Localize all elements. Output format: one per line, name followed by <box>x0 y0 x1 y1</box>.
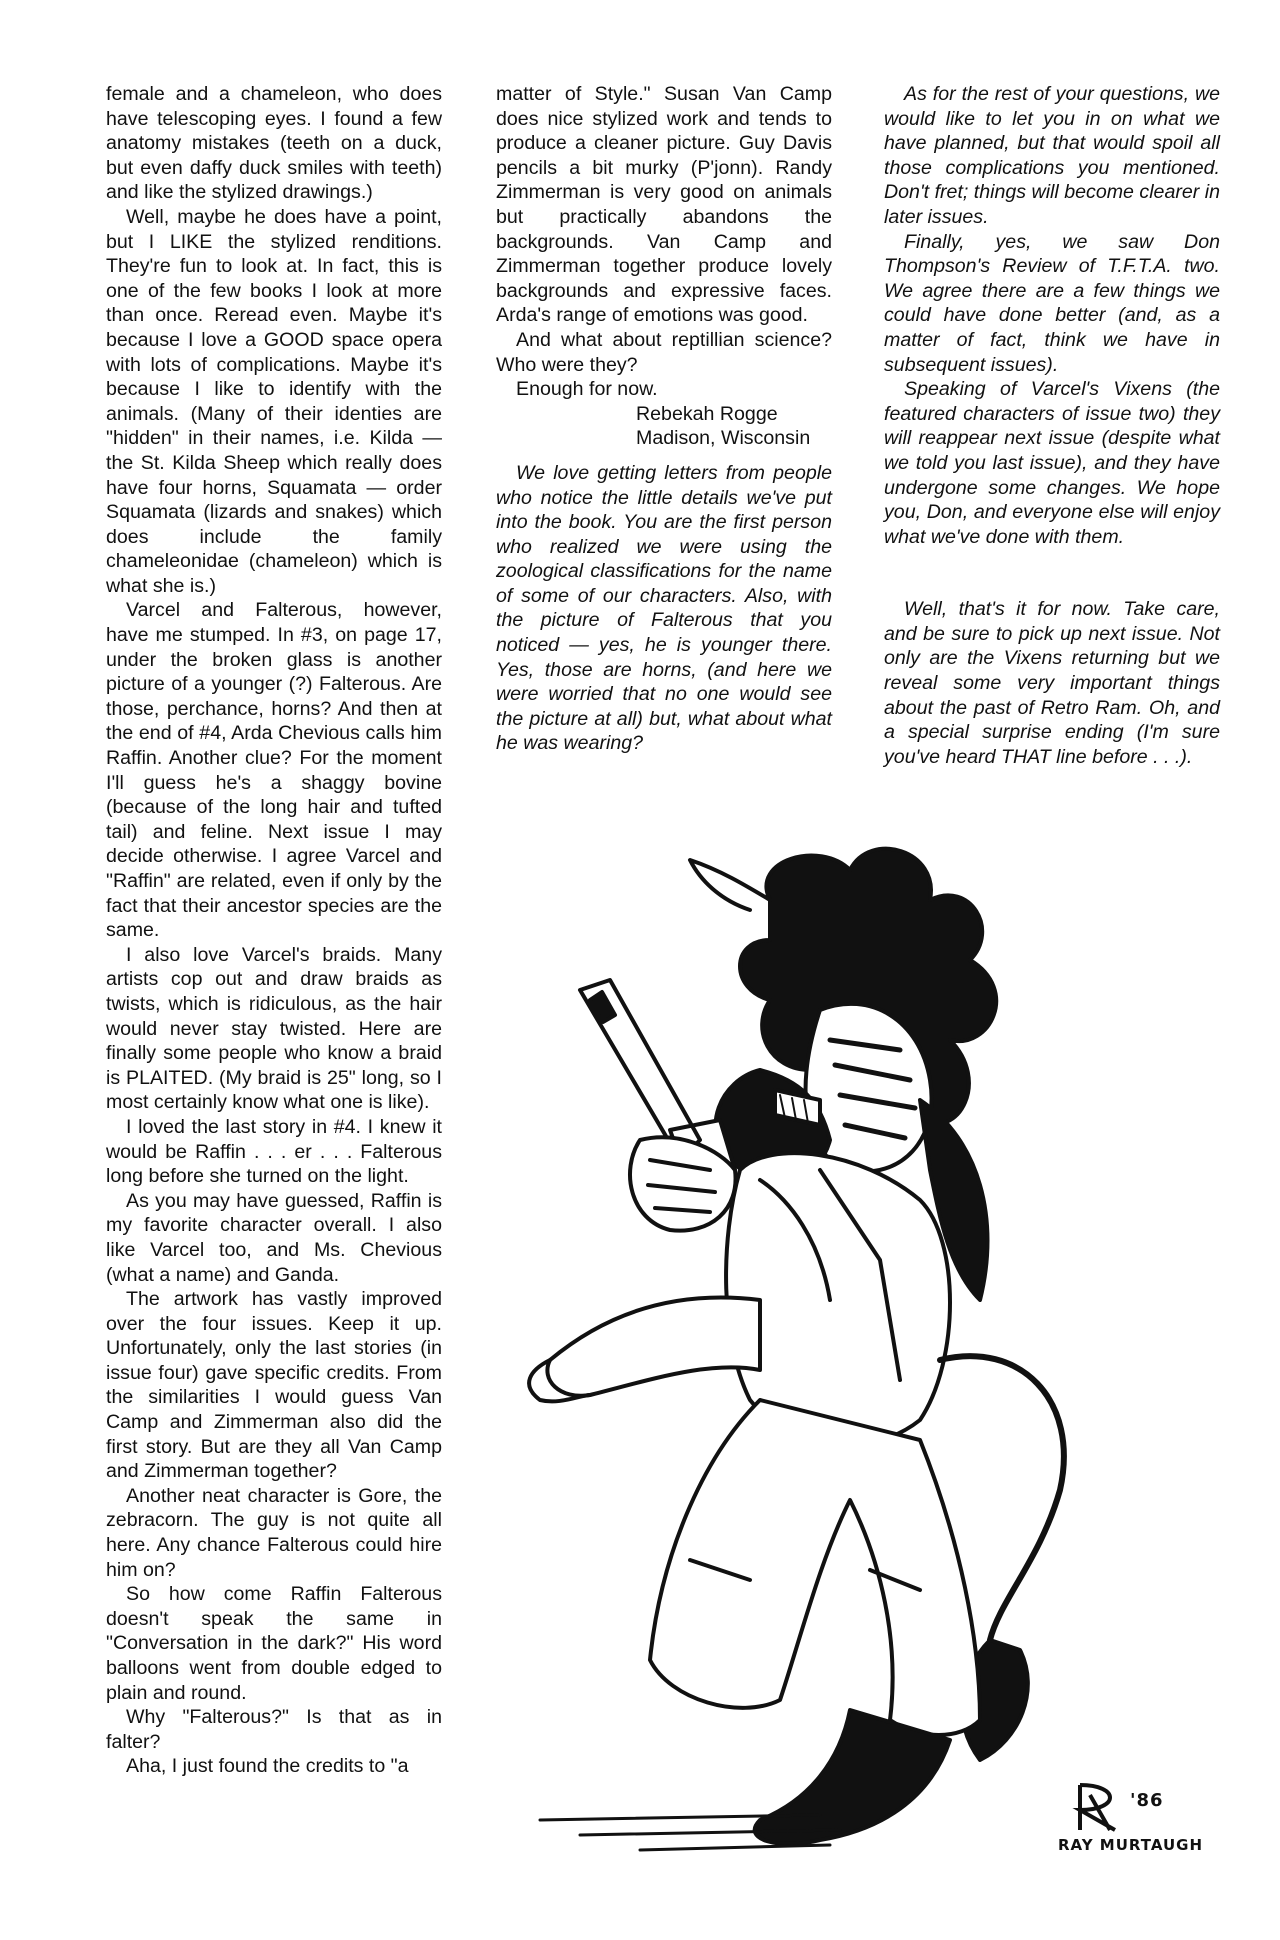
reply-column-3 <box>884 82 1220 769</box>
outstretched-arm-shape <box>547 1298 760 1396</box>
letter-paragraph: So how come Raffin Falterous doesn't speak the same in "Conversation in the dark?" His word balloons went from double edged to plain and round. <box>106 1583 442 1704</box>
letter-paragraph: Another neat character is Gore, the zebracorn. The guy is not quite all here. Any chance Falterous could hire him on? <box>106 1484 442 1581</box>
letter-paragraph: Well, maybe he does have a point, but I LIKE the stylized renditions. They're fun to look at. In fact, this is one of the few books I look at more than once. Reread even. Maybe it's because I love a GOOD space opera with lots of complications. Maybe it's because I like to identify with the animals. (Many of their identies are "hidden" in their names, i.e. Kilda — the St. Kilda Sheep which really does have four horns, Squamata — order Squamata (lizards and snakes) which does include the family chameleonidae (chameleon) which is what she is.) <box>106 205 442 597</box>
character-illustration <box>520 840 1220 1910</box>
letter-paragraph: Why "Falterous?" Is that as in falter? <box>106 1706 442 1753</box>
signature-name: Rebekah Rogge <box>636 402 778 425</box>
letter-paragraph: Enough for now. <box>516 378 658 401</box>
letter-paragraph: Varcel and Falterous, however, have me stumped. In #3, on page 17, under the broken glass is another picture of a younger (?) Falterous. Are those, perchance, horns? And then at the end of #4, Arda Chevious calls him Raffin. Another clue? For the moment I'll guess he's a shaggy bovine (because of the long hair and tufted tail) and feline. Next issue I may decide otherwise. I agree Varcel and "Raffin" are related, even if only by the fact that their ancestor species are the same. <box>106 599 442 942</box>
editor-reply: As for the rest of your questions, we would like to let you in on what we have planned, but that would spoil all those complications you mentioned. Don't fret; things will become clearer in later issues. <box>884 83 1220 228</box>
closing-note: Well, that's it for now. Take care, and be sure to pick up next issue. Not only are the Vixens returning but we reveal some very important things about the past of Retro Ram. Oh, and a special surprise ending (I'm sure you've heard THAT line before . . .). <box>884 598 1220 768</box>
letter-column-1 <box>106 82 442 1779</box>
legs-shape <box>650 1400 980 1735</box>
letter-paragraph: And what about reptillian science? Who were they? <box>496 328 832 376</box>
signature-place: Madison, Wisconsin <box>636 427 811 450</box>
letter-paragraph: As you may have guessed, Raffin is my favorite character overall. I also like Varcel too, and Ms. Chevious (what a name) and Ganda. <box>106 1189 442 1286</box>
editor-reply: Speaking of Varcel's Vixens (the featured characters of issue two) they will reappear next issue (despite what we told you last issue), and they have undergone some changes. We hope you, Don, and everyone else will enjoy what we've done with them. <box>884 378 1220 548</box>
letter-paragraph: I loved the last story in #4. I knew it would be Raffin . . . er . . . Falterous long before she turned on the light. <box>106 1115 442 1188</box>
letter-paragraph: Aha, I just found the credits to "a <box>126 1755 409 1778</box>
boot-shape <box>755 1710 950 1844</box>
letter-paragraph: I also love Varcel's braids. Many artists cop out and draw braids as twists, which is ridiculous, as the hair would never stay twisted. Here are finally some people who know a braid is PLAITED. (My braid is 25" long, so I most certainly know what one is like). <box>106 943 442 1114</box>
letter-column-2 <box>496 82 832 756</box>
letter-paragraph: The artwork has vastly improved over the four issues. Keep it up. Unfortunately, only the last stories (in issue four) gave specific credits. From the similarities I would guess Van Camp and Zimmerman also did the first story. But are they all Van Camp and Zimmerman together? <box>106 1288 442 1483</box>
letter-paragraph: matter of Style." Susan Van Camp does nice stylized work and tends to produce a cleaner picture. Guy Davis pencils a bit murky (P'jonn). Randy Zimmerman is very good on animals but practically abandons the backgrounds. Van Camp and Zimmerman together produce lovely backgrounds and expressive faces. Arda's range of emotions was good. <box>496 83 832 327</box>
artist-monogram <box>1080 1785 1115 1830</box>
editor-reply: We love getting letters from people who notice the little details we've put into the book. You are the first person who realized we were using the zoological classifications for the name of some of our characters. Also, with the picture of Falterous that you noticed — yes, he is younger there. Yes, those are horns, (and here we were worried that no one would see the picture at all) but, what about what he was wearing? <box>496 461 832 755</box>
year-mark: '86 <box>1130 1790 1164 1811</box>
artist-credit: RAY MURTAUGH <box>1058 1836 1204 1854</box>
letter-paragraph: female and a chameleon, who does have telescoping eyes. I found a few anatomy mistakes (teeth on a duck, but even daffy duck smiles with teeth) and like the stylized drawings.) <box>106 83 442 204</box>
editor-reply: Finally, yes, we saw Don Thompson's Review of T.F.T.A. two. We agree there are a few things we could have done better (and, as a matter of fact, think we have in subsequent issues). <box>884 230 1220 376</box>
horn-shape <box>690 860 770 910</box>
